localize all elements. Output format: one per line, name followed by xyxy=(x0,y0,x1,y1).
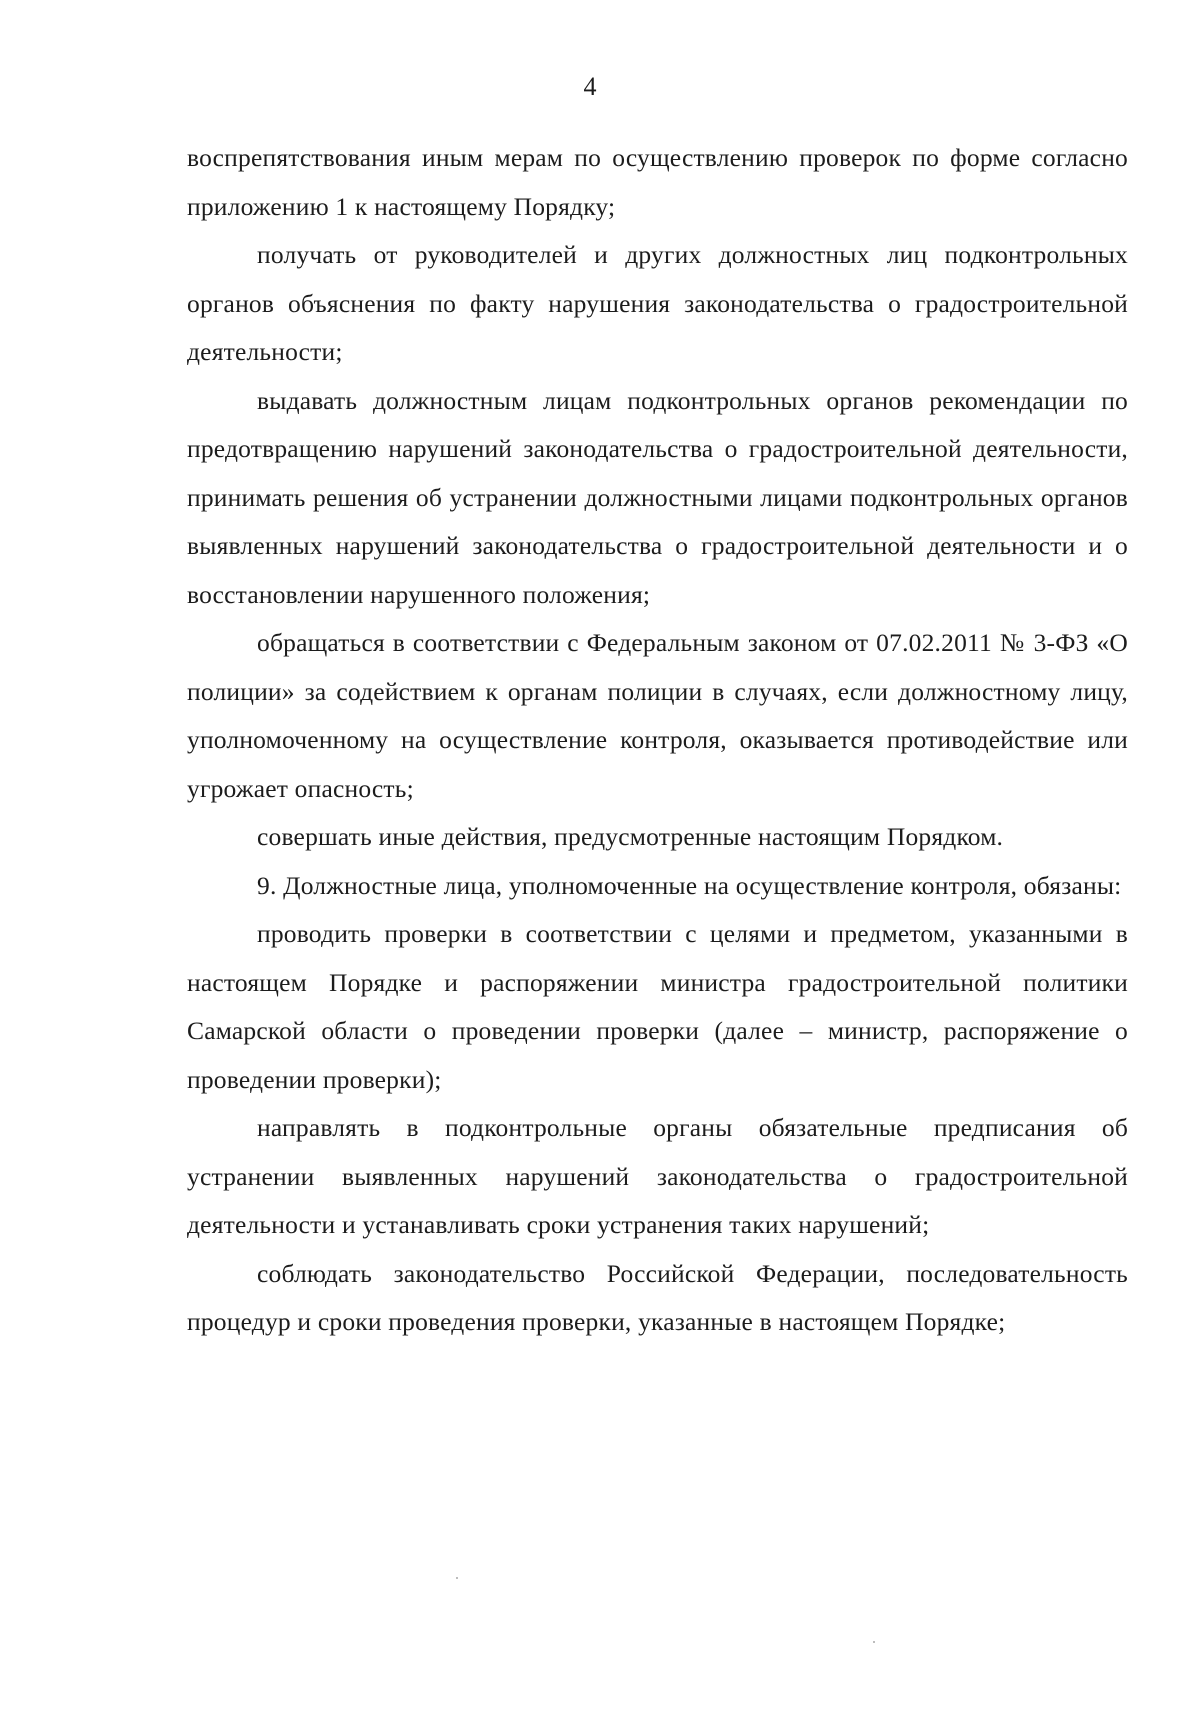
paragraph-conduct-inspections: проводить проверки в соответствии с целями и предметом, указанными в настоящем Порядке и распоряжении министра градостроительной политики Самарской области о проведении проверки (далее – министр, распоряжение о проведении проверки); xyxy=(187,919,1128,1094)
paragraph-comply-legislation: соблюдать законодательство Российской Федерации, последовательность процедур и сроки проведения проверки, указанные в настоящем Порядке; xyxy=(187,1258,1128,1336)
scan-speck xyxy=(873,1641,875,1643)
paragraph-send-orders: направлять в подконтрольные органы обязательные предписания об устранении выявленных нарушений законодательства о градостроительной деятельности и устанавливать сроки устранения таких нарушений; xyxy=(187,1113,1128,1239)
document-body xyxy=(187,134,1128,1347)
paragraph-issue-recommendations: выдавать должностным лицам подконтрольных органов рекомендации по предотвращению нарушений законодательства о градостроительной деятельности, принимать решения об устранении должностными лицами подконтрольных органов выявленных нарушений законодательства о градостроительной деятельности и о восстановлении нарушенного положения; xyxy=(187,385,1128,609)
scan-speck xyxy=(456,1577,458,1579)
paragraph-other-actions: совершать иные действия, предусмотренные настоящим Порядком. xyxy=(257,822,1004,851)
paragraph-police-assistance: обращаться в соответствии с Федеральным законом от 07.02.2011 № 3-ФЗ «О полиции» за содействием к органам полиции в случаях, если должностному лицу, уполномоченному на осуществление контроля, оказывается противодействие или угрожает опасность; xyxy=(187,628,1128,803)
paragraph-obtain-explanations: получать от руководителей и других должностных лиц подконтрольных органов объяснения по факту нарушения законодательства о градостроительной деятельности; xyxy=(187,240,1128,366)
page-number: 4 xyxy=(583,72,597,101)
paragraph-continuation: воспрепятствования иным мерам по осуществлению проверок по форме согласно приложению 1 к настоящему Порядку; xyxy=(187,143,1128,221)
paragraph-clause-9: 9. Должностные лица, уполномоченные на осуществление контроля, обязаны: xyxy=(257,870,1122,900)
